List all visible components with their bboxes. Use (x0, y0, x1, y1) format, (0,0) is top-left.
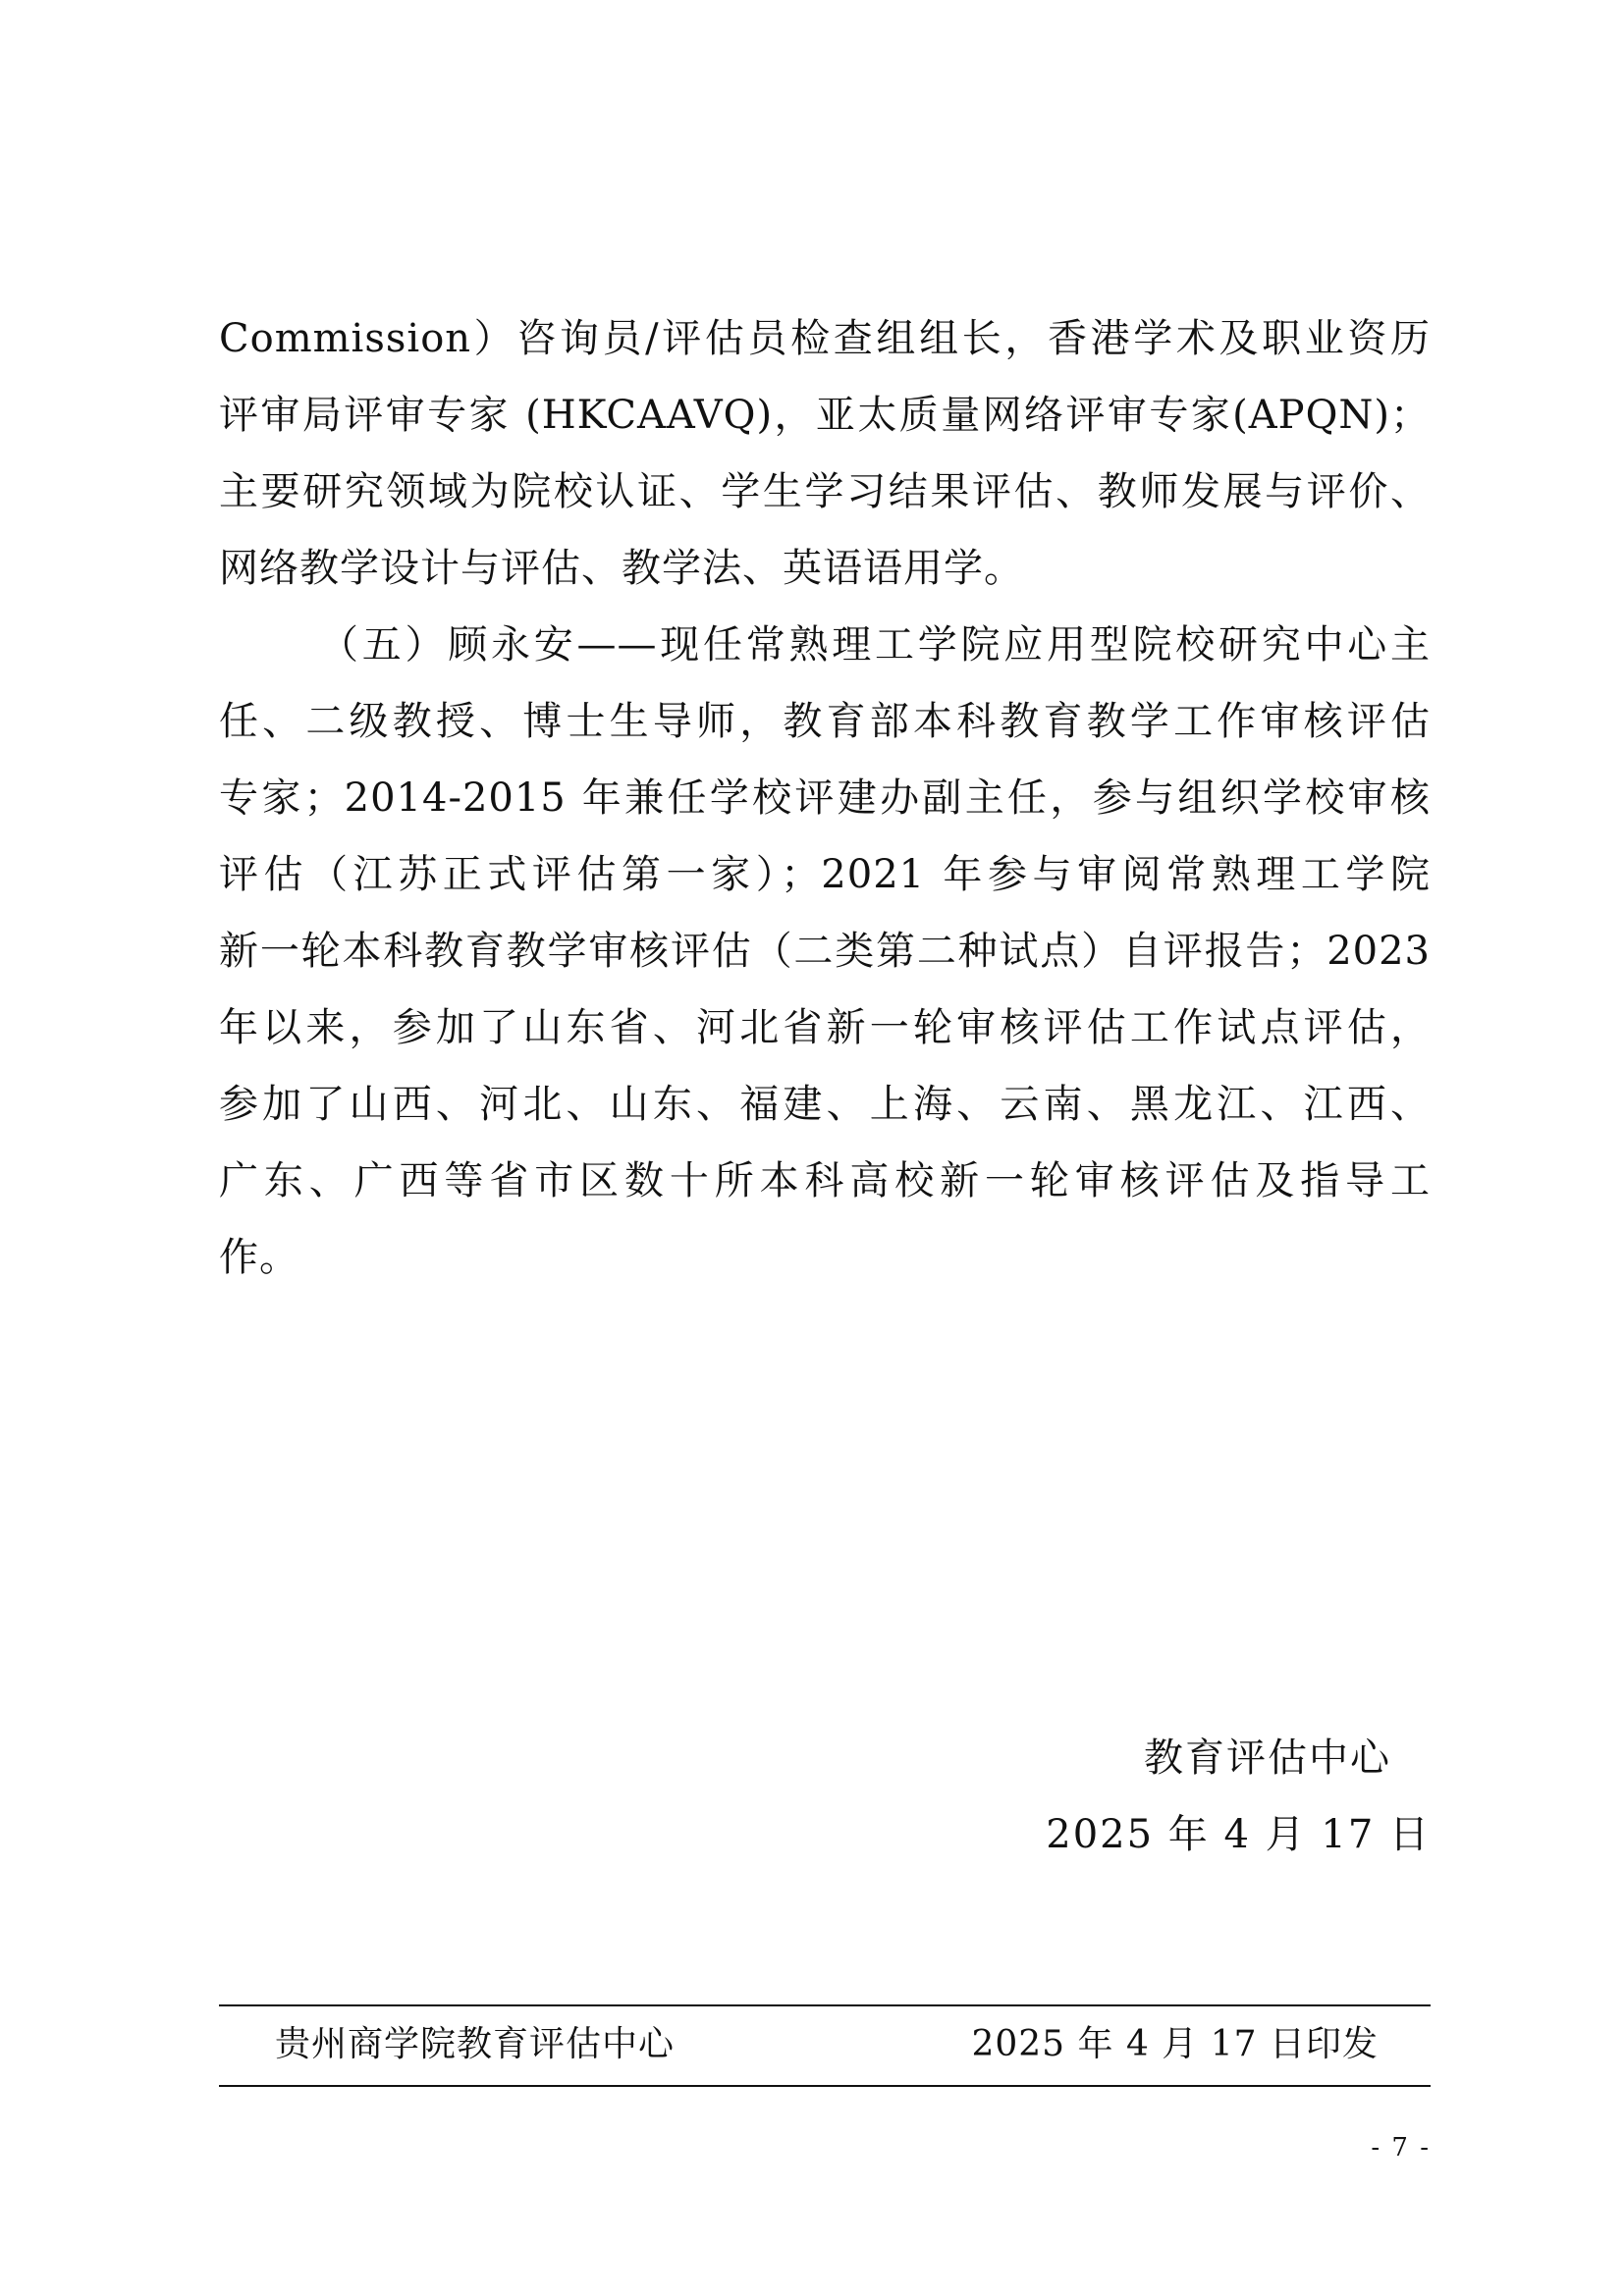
body-line: 参加了山西、河北、山东、福建、上海、云南、黑龙江、江西、 (219, 1082, 1431, 1127)
footer-divider-bottom (219, 2085, 1431, 2087)
body-line: 作。 (219, 1235, 299, 1280)
signature-block (1046, 1720, 1431, 1873)
footer-divider-top (219, 2004, 1431, 2006)
signature-date: 2025 年 4 月 17 日 (1046, 1812, 1431, 1857)
body-line: 主要研究领域为院校认证、学生学习结果评估、教师发展与评价、 (219, 469, 1431, 514)
body-line: （五）顾永安——现任常熟理工学院应用型院校研究中心主 (319, 622, 1431, 667)
body-line: Commission）咨询员/评估员检查组组长，香港学术及职业资历 (219, 316, 1431, 361)
document-body (219, 300, 1431, 1296)
body-line: 评审局评审专家 (HKCAAVQ)，亚太质量网络评审专家(APQN)； (219, 393, 1431, 438)
body-line: 广东、广西等省市区数十所本科高校新一轮审核评估及指导工 (219, 1158, 1431, 1203)
body-line: 专家；2014-2015 年兼任学校评建办副主任，参与组织学校审核 (219, 775, 1431, 821)
footer-issuer: 贵州商学院教育评估中心 (275, 2024, 676, 2064)
page-number: - 7 - (1371, 2133, 1431, 2163)
body-line: 新一轮本科教育教学审核评估（二类第二种试点）自评报告；2023 (219, 929, 1431, 974)
signature-organization: 教育评估中心 (1144, 1735, 1391, 1781)
body-line: 任、二级教授、博士生导师，教育部本科教育教学工作审核评估 (219, 699, 1431, 744)
body-line: 网络教学设计与评估、教学法、英语语用学。 (219, 546, 1024, 591)
body-line: 年以来，参加了山东省、河北省新一轮审核评估工作试点评估， (219, 1005, 1431, 1050)
footer-issue-date: 2025 年 4 月 17 日印发 (971, 2024, 1379, 2064)
body-line: 评估（江苏正式评估第一家）；2021 年参与审阅常熟理工学院 (219, 852, 1431, 897)
